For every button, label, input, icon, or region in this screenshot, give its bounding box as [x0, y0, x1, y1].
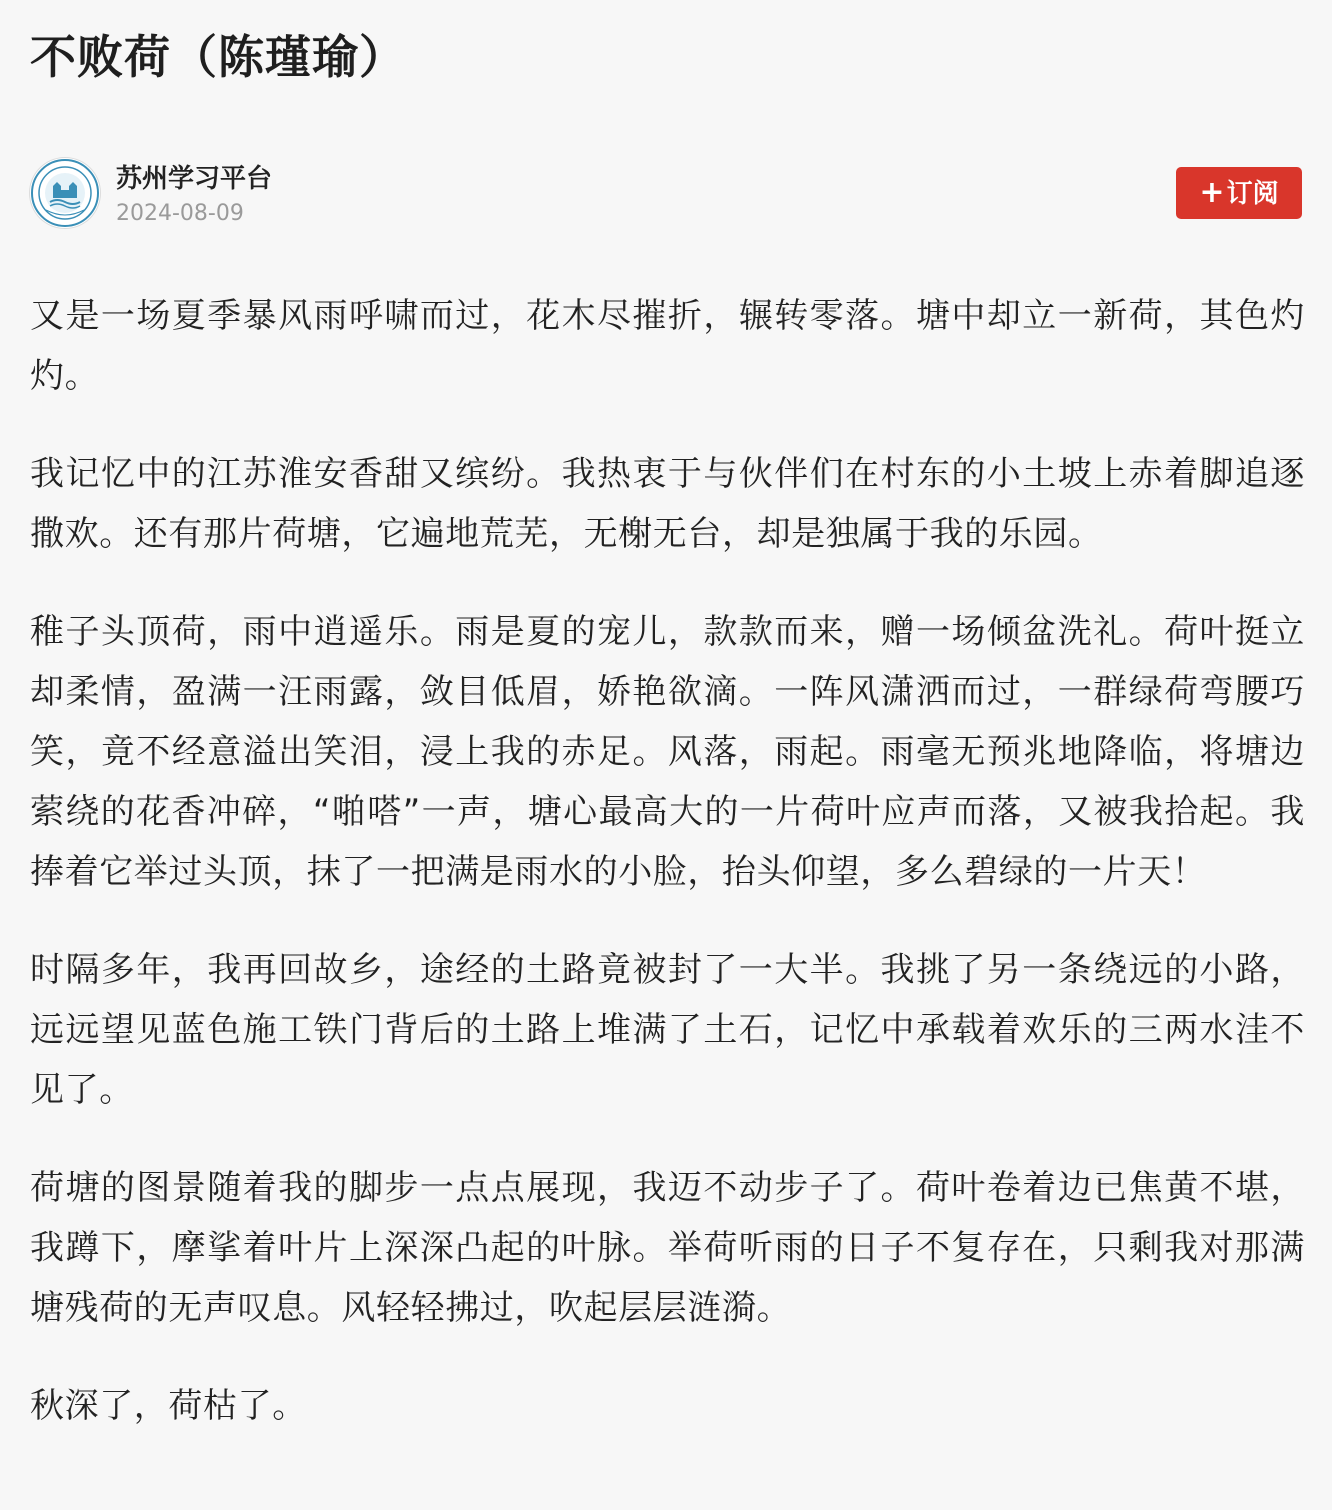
- plus-icon: +: [1199, 175, 1225, 210]
- article-paragraph: 时隔多年，我再回故乡，途经的土路竟被封了一大半。我挑了另一条绕远的小路，远远望见蓝色施工铁门背后的土路上堆满了土石，记忆中承载着欢乐的三两水洼不见了。: [30, 950, 1305, 1110]
- subscribe-button[interactable]: [1176, 167, 1302, 219]
- article-paragraph: 我记忆中的江苏淮安香甜又缤纷。我热衷于与伙伴们在村东的小土坡上赤着脚追逐撒欢。还有那片荷塘，它遍地荒芜，无榭无台，却是独属于我的乐园。: [30, 454, 1305, 554]
- publish-date: 2024-08-09: [116, 201, 244, 226]
- article-paragraph: 又是一场夏季暴风雨呼啸而过，花木尽摧折，辗转零落。塘中却立一新荷，其色灼灼。: [30, 296, 1305, 396]
- article-body: [30, 286, 1305, 1474]
- subscribe-label: 订阅: [1226, 179, 1279, 209]
- author-avatar[interactable]: [30, 158, 100, 228]
- suzhou-logo-icon: [30, 158, 100, 228]
- article-paragraph: 荷塘的图景随着我的脚步一点点展现，我迈不动步子了。荷叶卷着边已焦黄不堪，我蹲下，摩挲着叶片上深深凸起的叶脉。举荷听雨的日子不复存在，只剩我对那满塘残荷的无声叹息。风轻轻拂过，吹起层层涟漪。: [30, 1168, 1305, 1328]
- author-name[interactable]: 苏州学习平台: [116, 164, 273, 194]
- article-paragraph: 秋深了，荷枯了。: [30, 1386, 307, 1426]
- article-paragraph: 稚子头顶荷，雨中逍遥乐。雨是夏的宠儿，款款而来，赠一场倾盆洗礼。荷叶挺立却柔情，盈满一汪雨露，敛目低眉，娇艳欲滴。一阵风潇洒而过，一群绿荷弯腰巧笑，竟不经意溢出笑泪，浸上我的赤足。风落，雨起。雨毫无预兆地降临，将塘边萦绕的花香冲碎，“啪嗒”一声，塘心最高大的一片荷叶应声而落，又被我拾起。我捧着它举过头顶，抹了一把满是雨水的小脸，抬头仰望，多么碧绿的一片天！: [30, 612, 1305, 892]
- author-bar: [30, 158, 1302, 230]
- article-title: 不败荷（陈瑾瑜）: [30, 30, 406, 84]
